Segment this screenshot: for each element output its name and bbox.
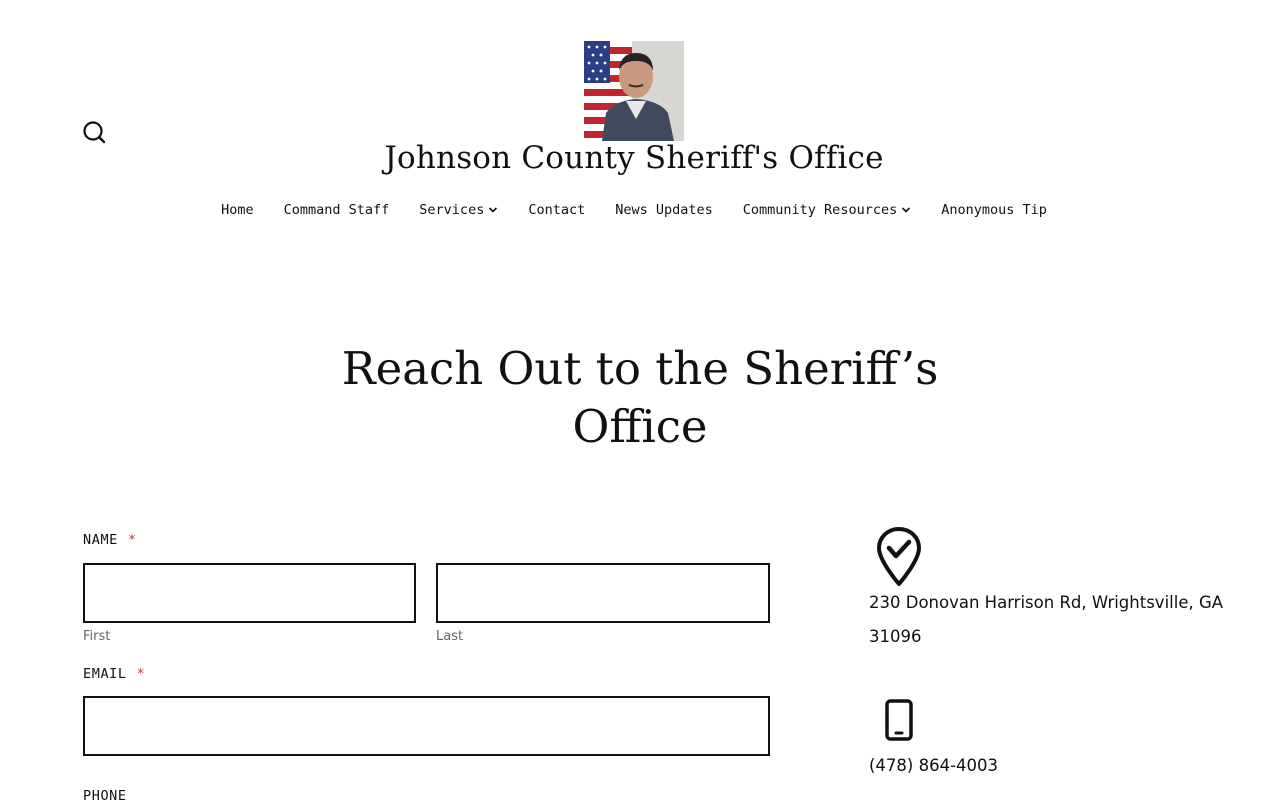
nav-item-label: Command Staff <box>283 202 390 218</box>
nav-item-services[interactable] <box>419 200 498 220</box>
address-text: 230 Donovan Harrison Rd, Wrightsville, GA 31096 <box>869 593 1224 646</box>
required-asterisk: * <box>136 666 146 682</box>
nav-item-anonymous-tip[interactable] <box>941 200 1047 220</box>
page-title: Reach Out to the Sheriff’s Office <box>341 342 939 453</box>
nav-item-community-resources[interactable] <box>743 200 911 220</box>
phone-number-text[interactable]: (478) 864-4003 <box>869 756 999 775</box>
site-title[interactable]: Johnson County Sheriff's Office <box>384 140 884 176</box>
nav-item-label: Community Resources <box>742 202 898 218</box>
site-logo[interactable] <box>584 41 684 141</box>
nav-item-home[interactable] <box>221 200 254 220</box>
nav-item-label: Contact <box>528 202 586 218</box>
name-field-label <box>83 532 137 548</box>
last-name-sublabel: Last <box>436 629 464 644</box>
nav-item-label: Home <box>221 202 254 218</box>
sheriff-portrait-image <box>584 41 684 141</box>
email-field-label <box>83 666 145 682</box>
main-navigation <box>0 200 1268 220</box>
mobile-phone-icon <box>884 698 914 742</box>
first-name-sublabel: First <box>83 629 111 644</box>
first-name-input[interactable] <box>83 563 416 623</box>
nav-item-command-staff[interactable] <box>284 200 390 220</box>
nav-item-label: Anonymous Tip <box>941 202 1047 218</box>
nav-item-label: Services <box>419 202 485 218</box>
name-label-text: NAME <box>83 532 118 548</box>
chevron-down-icon <box>488 205 498 215</box>
chevron-down-icon <box>901 205 911 215</box>
nav-item-contact[interactable] <box>528 200 585 220</box>
last-name-input[interactable] <box>436 563 770 623</box>
email-label-text: EMAIL <box>83 666 127 682</box>
map-pin-check-icon <box>876 526 922 588</box>
nav-item-label: News Updates <box>615 202 713 218</box>
required-asterisk: * <box>127 532 137 548</box>
nav-item-news-updates[interactable] <box>615 200 713 220</box>
email-input[interactable] <box>83 696 770 756</box>
phone-field-label: PHONE <box>83 788 127 800</box>
